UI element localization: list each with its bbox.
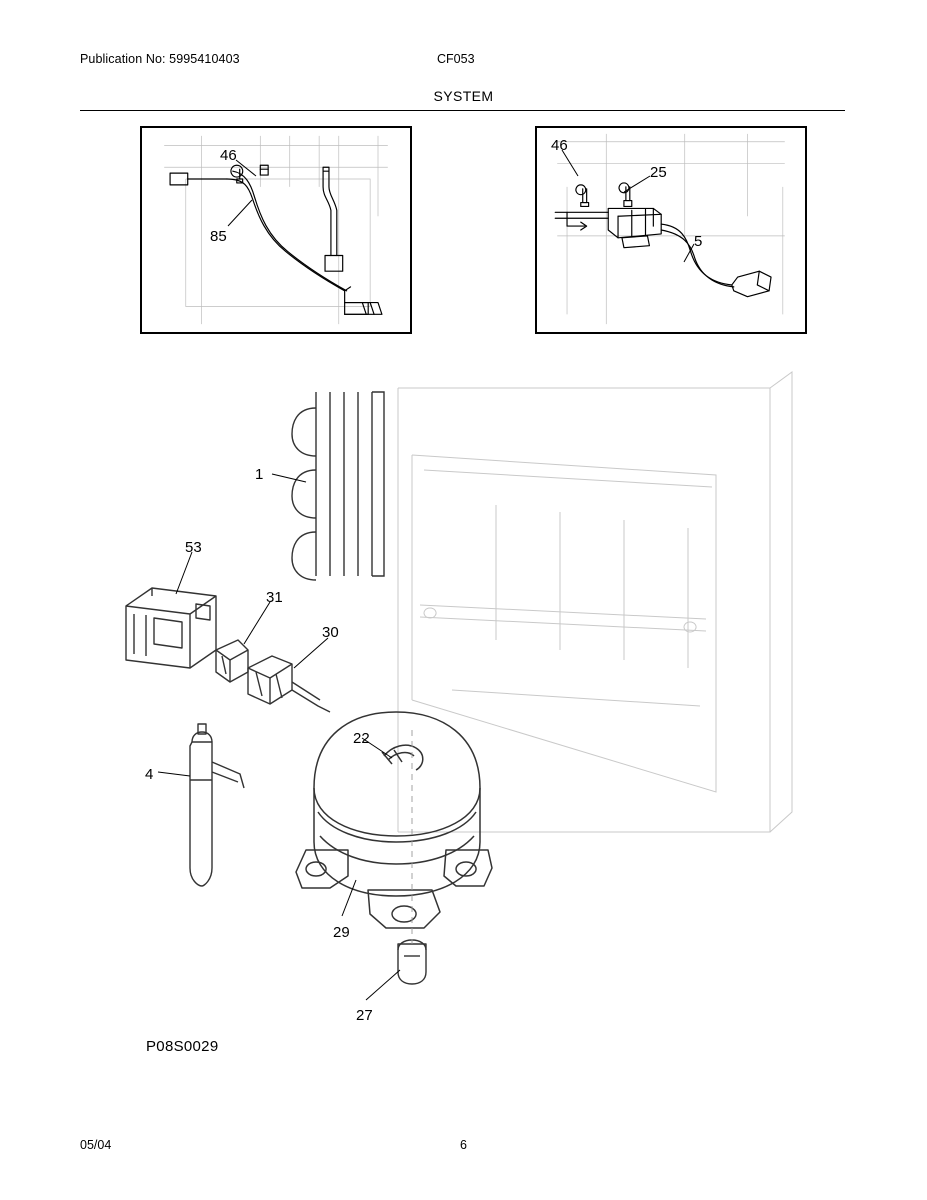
footer-date: 05/04 — [80, 1138, 112, 1152]
callout-85: 85 — [210, 228, 227, 245]
callout-53: 53 — [185, 539, 202, 556]
callout-46-left: 46 — [220, 147, 237, 164]
model-number: CF053 — [437, 52, 475, 66]
publication-number: Publication No: 5995410403 — [80, 52, 240, 66]
callout-46-right: 46 — [551, 137, 568, 154]
callout-25: 25 — [650, 164, 667, 181]
callout-31: 31 — [266, 589, 283, 606]
inset-right-artwork — [537, 128, 805, 332]
callout-4: 4 — [145, 766, 154, 783]
drawing-code: P08S0029 — [146, 1038, 219, 1055]
header-divider — [80, 110, 845, 111]
callout-29: 29 — [333, 924, 350, 941]
inset-left-artwork — [142, 128, 410, 332]
callout-22: 22 — [353, 730, 370, 747]
callout-27: 27 — [356, 1007, 373, 1024]
inset-panel-right — [535, 126, 807, 334]
footer-page-number: 6 — [460, 1138, 467, 1152]
callout-30: 30 — [322, 624, 339, 641]
inset-panel-left — [140, 126, 412, 334]
callout-5: 5 — [694, 233, 703, 250]
callout-1: 1 — [255, 466, 264, 483]
section-title: SYSTEM — [433, 88, 494, 104]
